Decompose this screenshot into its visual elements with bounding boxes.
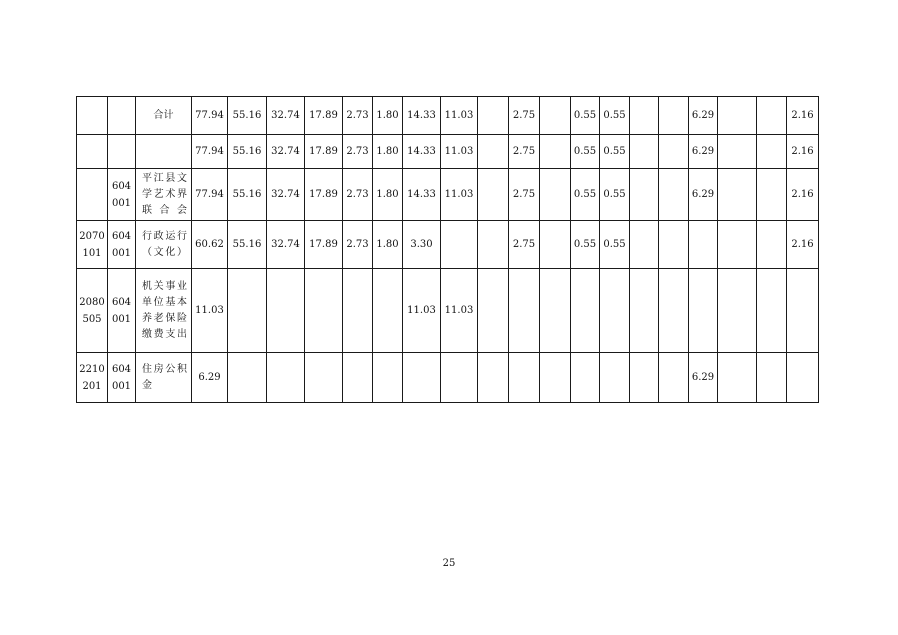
table-cell — [630, 97, 659, 135]
table-cell: 2.75 — [509, 97, 540, 135]
table-row — [77, 221, 819, 269]
table-cell — [718, 269, 757, 353]
table-cell — [630, 169, 659, 221]
table-cell: 6.29 — [689, 135, 718, 169]
table-cell — [77, 169, 108, 221]
table-cell — [108, 135, 136, 169]
table-cell: 2.73 — [343, 221, 373, 269]
table-cell — [757, 97, 787, 135]
table-cell: 17.89 — [305, 135, 343, 169]
table-cell: 0.55 — [600, 135, 630, 169]
table-cell: 2.16 — [787, 169, 819, 221]
table-cell — [757, 353, 787, 403]
table-cell — [343, 269, 373, 353]
table-cell — [441, 353, 478, 403]
table-cell — [403, 353, 441, 403]
table-cell — [630, 135, 659, 169]
table-cell: 32.74 — [267, 97, 305, 135]
table-cell — [718, 97, 757, 135]
table-cell: 6.29 — [689, 97, 718, 135]
table-cell — [659, 169, 689, 221]
table-cell: 11.03 — [441, 169, 478, 221]
table-cell: 604 001 — [108, 169, 136, 221]
budget-table — [76, 96, 819, 403]
table-cell — [373, 353, 403, 403]
table-cell: 32.74 — [267, 169, 305, 221]
table-row — [77, 135, 819, 169]
table-cell: 0.55 — [571, 97, 600, 135]
table-cell — [267, 269, 305, 353]
table-cell — [630, 269, 659, 353]
table-cell: 0.55 — [600, 97, 630, 135]
table-cell — [373, 269, 403, 353]
table-cell: 14.33 — [403, 135, 441, 169]
table-cell: 17.89 — [305, 97, 343, 135]
table-cell — [478, 221, 509, 269]
table-cell — [305, 353, 343, 403]
table-cell: 2080 505 — [77, 269, 108, 353]
table-cell: 住房公积金 — [136, 353, 192, 403]
table-cell — [77, 135, 108, 169]
table-cell — [478, 135, 509, 169]
table-cell: 2.75 — [509, 169, 540, 221]
table-cell: 1.80 — [373, 97, 403, 135]
table-cell — [757, 169, 787, 221]
table-cell: 604 001 — [108, 269, 136, 353]
table-cell — [540, 221, 571, 269]
table-cell: 55.16 — [228, 169, 267, 221]
table-cell: 60.62 — [192, 221, 228, 269]
table-cell: 77.94 — [192, 135, 228, 169]
table-cell: 11.03 — [403, 269, 441, 353]
table-cell — [540, 97, 571, 135]
table-cell: 3.30 — [403, 221, 441, 269]
table-cell — [478, 353, 509, 403]
table-cell — [441, 221, 478, 269]
table-cell: 2.73 — [343, 135, 373, 169]
table-cell — [478, 269, 509, 353]
table-cell — [540, 169, 571, 221]
table-cell: 0.55 — [571, 135, 600, 169]
table-cell — [659, 269, 689, 353]
table-cell: 2.75 — [509, 221, 540, 269]
table-cell: 1.80 — [373, 169, 403, 221]
table-cell: 2.16 — [787, 135, 819, 169]
table-cell: 2210 201 — [77, 353, 108, 403]
table-cell: 77.94 — [192, 97, 228, 135]
table-cell — [787, 269, 819, 353]
table-cell — [343, 353, 373, 403]
table-cell: 2.16 — [787, 97, 819, 135]
table-cell — [509, 269, 540, 353]
table-cell: 0.55 — [600, 169, 630, 221]
table-cell: 32.74 — [267, 135, 305, 169]
table-cell — [718, 353, 757, 403]
table-cell — [540, 353, 571, 403]
table-cell: 0.55 — [600, 221, 630, 269]
table-cell: 17.89 — [305, 169, 343, 221]
table-cell: 11.03 — [192, 269, 228, 353]
table-cell — [571, 353, 600, 403]
table-cell — [509, 353, 540, 403]
table-cell — [659, 135, 689, 169]
table-cell: 机关事业单位基本养老保险缴费支出 — [136, 269, 192, 353]
table-cell — [228, 353, 267, 403]
table-cell: 平江县文学艺术界联合会 — [136, 169, 192, 221]
table-cell — [630, 221, 659, 269]
table-cell — [630, 353, 659, 403]
table-cell — [718, 169, 757, 221]
table-cell — [659, 353, 689, 403]
table-cell: 行政运行（文化） — [136, 221, 192, 269]
table-cell: 6.29 — [192, 353, 228, 403]
table-cell: 604 001 — [108, 221, 136, 269]
table-cell — [540, 269, 571, 353]
table-cell: 6.29 — [689, 353, 718, 403]
table-cell: 合计 — [136, 97, 192, 135]
table-cell — [757, 135, 787, 169]
table-cell — [267, 353, 305, 403]
page-number: 25 — [442, 558, 456, 569]
table-cell — [659, 221, 689, 269]
table-cell: 1.80 — [373, 135, 403, 169]
table-cell — [228, 269, 267, 353]
table-cell: 6.29 — [689, 169, 718, 221]
table-cell — [718, 135, 757, 169]
table-cell — [787, 353, 819, 403]
table-cell — [718, 221, 757, 269]
table-cell: 2.16 — [787, 221, 819, 269]
table-row — [77, 353, 819, 403]
table-cell — [136, 135, 192, 169]
table-cell: 1.80 — [373, 221, 403, 269]
table-cell — [689, 269, 718, 353]
table-cell — [689, 221, 718, 269]
table-cell — [77, 97, 108, 135]
table-cell — [757, 221, 787, 269]
table-cell: 77.94 — [192, 169, 228, 221]
table-cell: 2.75 — [509, 135, 540, 169]
table-cell — [540, 135, 571, 169]
table-cell — [478, 97, 509, 135]
table-cell — [108, 97, 136, 135]
table-cell: 11.03 — [441, 269, 478, 353]
table-cell: 11.03 — [441, 97, 478, 135]
table-cell: 17.89 — [305, 221, 343, 269]
table-cell — [600, 269, 630, 353]
table-cell — [305, 269, 343, 353]
table-cell: 32.74 — [267, 221, 305, 269]
table-cell: 604 001 — [108, 353, 136, 403]
table-cell — [659, 97, 689, 135]
table-cell: 2070 101 — [77, 221, 108, 269]
table-cell: 55.16 — [228, 221, 267, 269]
table-cell: 14.33 — [403, 169, 441, 221]
table-cell — [571, 269, 600, 353]
table-cell: 0.55 — [571, 221, 600, 269]
table-cell: 2.73 — [343, 97, 373, 135]
table-cell — [600, 353, 630, 403]
table-row — [77, 269, 819, 353]
table-cell: 55.16 — [228, 135, 267, 169]
table-cell: 14.33 — [403, 97, 441, 135]
table-cell: 11.03 — [441, 135, 478, 169]
table-cell: 0.55 — [571, 169, 600, 221]
table-cell: 55.16 — [228, 97, 267, 135]
table-row — [77, 97, 819, 135]
table-cell: 2.73 — [343, 169, 373, 221]
table-cell — [478, 169, 509, 221]
table-cell — [757, 269, 787, 353]
table-row — [77, 169, 819, 221]
